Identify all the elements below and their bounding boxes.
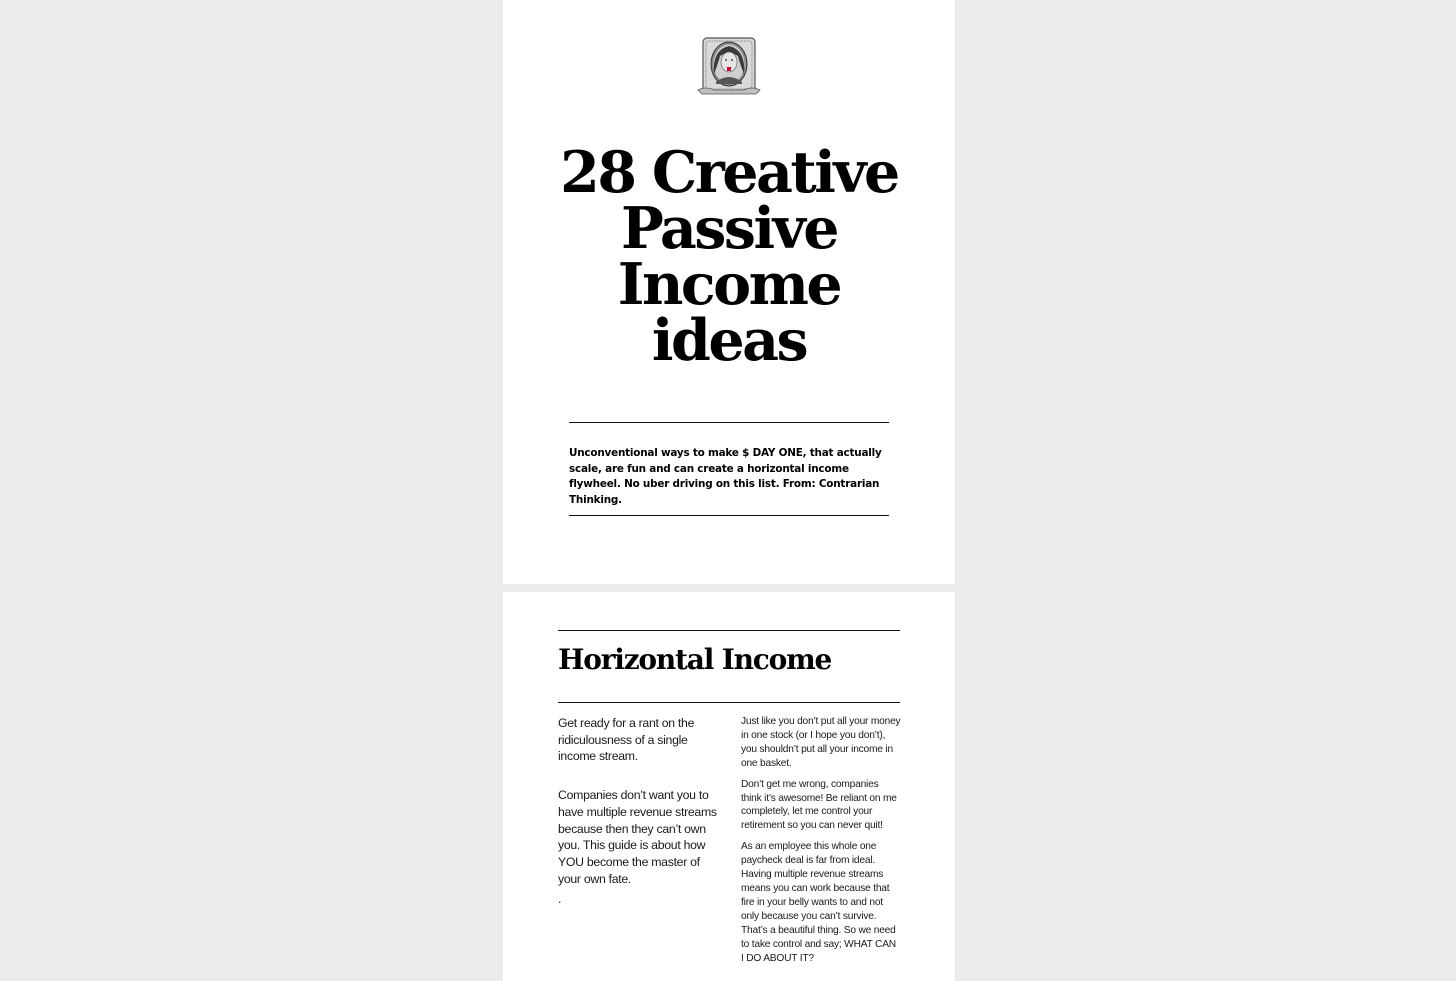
cover-subtitle: Unconventional ways to make $ DAY ONE, that actually scale, are fun and can create a horizontal income flywheel. No uber driving on this list. From: Contrarian Thinking. [569, 447, 882, 506]
content-page [503, 592, 955, 981]
paragraph: Companies don’t want you to have multiple revenue streams because then they can’t own you. This guide is about how YOU become the master of your own fate. [558, 788, 717, 886]
left-column [558, 715, 720, 908]
paragraph: As an employee this whole one paycheck deal is far from ideal. Having multiple revenue streams means you can work because that fire in your belly wants to and not only because you can’t survive. That’s a beautiful thing. So we need to take control and say; WHAT CAN I DO ABOUT IT? [741, 841, 896, 964]
divider-top [569, 422, 889, 423]
engraved-portrait-logo-icon [696, 34, 762, 96]
section-divider-bottom [558, 702, 900, 703]
paragraph: Just like you don’t put all your money in one stock (or I hope you don’t), you shouldn’t put all your income in one basket. [741, 716, 901, 769]
cover-page [503, 0, 955, 584]
section-divider-top [558, 630, 900, 631]
cover-title: 28 Creative Passive Income ideas [560, 139, 898, 374]
paragraph: Don’t get me wrong, companies think it’s awesome! Be reliant on me completely, let me control your retirement so you can never quit! [741, 778, 897, 832]
section-title: Horizontal Income [558, 643, 832, 676]
right-column [741, 715, 901, 972]
paragraph: . [558, 892, 562, 907]
divider-bottom [569, 515, 889, 516]
paragraph: Get ready for a rant on the ridiculousness of a single income stream. [558, 716, 695, 764]
